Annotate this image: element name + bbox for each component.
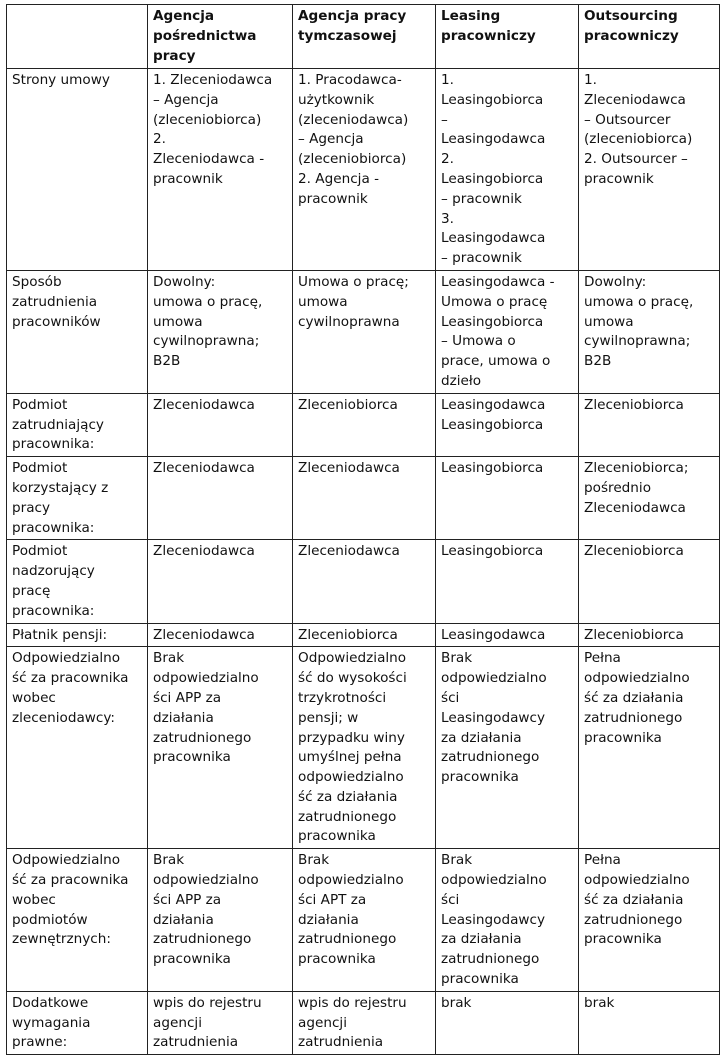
table-cell: Zleceniobiorca [293, 393, 436, 456]
table-cell: Zleceniobiorca [579, 393, 720, 456]
row-label: Odpowiedzialno ść za pracownika wobec zleceniodawcy: [7, 647, 148, 849]
table-row [7, 623, 720, 647]
table-cell: Brak odpowiedzialno ści Leasingodawcy za działania zatrudnionego pracownika [436, 849, 579, 992]
table-cell: Zleceniobiorca [579, 623, 720, 647]
row-label: Podmiot zatrudniający pracownika: [7, 393, 148, 456]
table-cell: Odpowiedzialno ść do wysokości trzykrotności pensji; w przypadku winy umyślnej pełna odpowiedzialno ść za działania zatrudnionego pracownika [293, 647, 436, 849]
table-cell: Dowolny: umowa o pracę, umowa cywilnoprawna; B2B [579, 270, 720, 393]
comparison-table [6, 4, 720, 1055]
table-cell: brak [436, 991, 579, 1054]
table-cell: Brak odpowiedzialno ści Leasingodawcy za działania zatrudnionego pracownika [436, 647, 579, 849]
table-header-row [7, 5, 720, 69]
table-row [7, 647, 720, 849]
row-label: Strony umowy [7, 69, 148, 271]
row-label: Podmiot nadzorujący pracę pracownika: [7, 540, 148, 623]
table-row [7, 457, 720, 540]
header-cell-agencja-posrednictwa: Agencja pośrednictwa pracy [148, 5, 293, 69]
row-label: Płatnik pensji: [7, 623, 148, 647]
table-cell: Brak odpowiedzialno ści APP za działania zatrudnionego pracownika [148, 849, 293, 992]
table-cell: 1. Leasingobiorca – Leasingodawca 2. Leasingobiorca – pracownik 3. Leasingodawca – pracownik [436, 69, 579, 271]
table-cell: Zleceniobiorca; pośrednio Zleceniodawca [579, 457, 720, 540]
table-cell: 1. Zleceniodawca – Agencja (zleceniobiorca) 2. Zleceniodawca - pracownik [148, 69, 293, 271]
table-cell: Zleceniodawca [148, 540, 293, 623]
header-cell-leasing: Leasing pracowniczy [436, 5, 579, 69]
table-cell: Zleceniobiorca [293, 623, 436, 647]
header-cell-empty [7, 5, 148, 69]
table-row [7, 540, 720, 623]
table-cell: Leasingodawca [436, 623, 579, 647]
comparison-table-container [6, 4, 719, 1055]
table-cell: Pełna odpowiedzialno ść za działania zatrudnionego pracownika [579, 647, 720, 849]
header-cell-agencja-tymczasowa: Agencja pracy tymczasowej [293, 5, 436, 69]
table-cell: Leasingobiorca [436, 540, 579, 623]
header-cell-outsourcing: Outsourcing pracowniczy [579, 5, 720, 69]
table-cell: Pełna odpowiedzialno ść za działania zatrudnionego pracownika [579, 849, 720, 992]
table-cell: wpis do rejestru agencji zatrudnienia [148, 991, 293, 1054]
table-cell: Umowa o pracę; umowa cywilnoprawna [293, 270, 436, 393]
row-label: Podmiot korzystający z pracy pracownika: [7, 457, 148, 540]
table-cell: 1. Pracodawca- użytkownik (zleceniodawca) – Agencja (zleceniobiorca) 2. Agencja - pracownik [293, 69, 436, 271]
table-cell: Zleceniodawca [148, 457, 293, 540]
table-row [7, 69, 720, 271]
table-cell: Dowolny: umowa o pracę, umowa cywilnoprawna; B2B [148, 270, 293, 393]
table-row [7, 270, 720, 393]
table-cell: Leasingodawca Leasingobiorca [436, 393, 579, 456]
table-cell: Zleceniodawca [148, 393, 293, 456]
table-cell: brak [579, 991, 720, 1054]
table-cell: 1. Zleceniodawca – Outsourcer (zleceniobiorca) 2. Outsourcer – pracownik [579, 69, 720, 271]
row-label: Dodatkowe wymagania prawne: [7, 991, 148, 1054]
row-label: Odpowiedzialno ść za pracownika wobec podmiotów zewnętrznych: [7, 849, 148, 992]
table-row [7, 849, 720, 992]
table-cell: Leasingobiorca [436, 457, 579, 540]
table-cell: Zleceniodawca [293, 457, 436, 540]
table-cell: Brak odpowiedzialno ści APT za działania zatrudnionego pracownika [293, 849, 436, 992]
table-cell: Leasingodawca - Umowa o pracę Leasingobiorca – Umowa o prace, umowa o dzieło [436, 270, 579, 393]
table-cell: wpis do rejestru agencji zatrudnienia [293, 991, 436, 1054]
table-row [7, 991, 720, 1054]
table-row [7, 393, 720, 456]
row-label: Sposób zatrudnienia pracowników [7, 270, 148, 393]
table-cell: Zleceniodawca [148, 623, 293, 647]
table-cell: Zleceniodawca [293, 540, 436, 623]
table-cell: Brak odpowiedzialno ści APP za działania zatrudnionego pracownika [148, 647, 293, 849]
table-cell: Zleceniobiorca [579, 540, 720, 623]
